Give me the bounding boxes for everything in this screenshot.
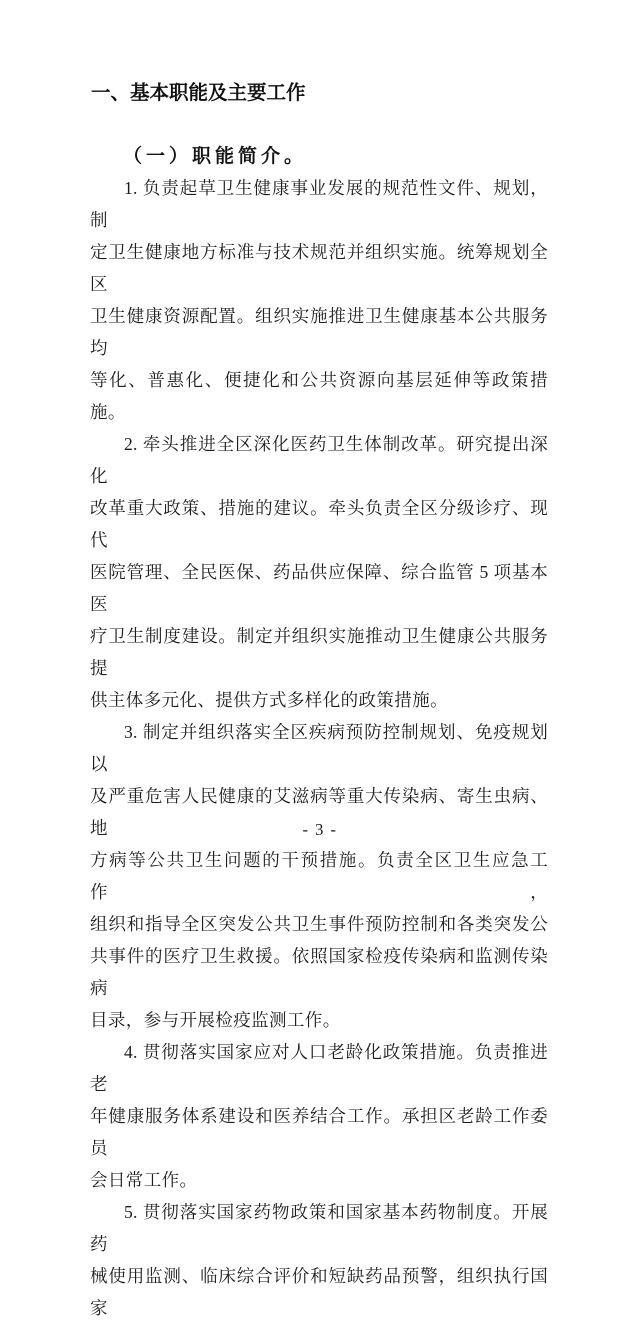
text-line: 及严重危害人民健康的艾滋病等重大传染病、寄生虫病、地 (90, 786, 548, 838)
text-line: 医院管理、全民医保、药品供应保障、综合监管 5 项基本医 (90, 562, 548, 614)
text-line: 改革重大政策、措施的建议。牵头负责全区分级诊疗、现代 (90, 498, 548, 550)
document-body (90, 172, 548, 1324)
section-heading: 一、基本职能及主要工作 (91, 82, 306, 104)
text-line: 共事件的医疗卫生救援。依照国家检疫传染病和监测传染病 (90, 946, 548, 998)
text-line: 1. 负责起草卫生健康事业发展的规范性文件、规划，制 (90, 178, 548, 230)
text-line: 2. 牵头推进全区深化医药卫生体制改革。研究提出深化 (90, 434, 548, 486)
text-line: 年健康服务体系建设和医养结合工作。承担区老龄工作委员 (90, 1106, 548, 1158)
text-line: 组织和指导全区突发公共卫生事件预防控制和各类突发公 (90, 914, 548, 934)
paragraph-2 (90, 428, 548, 716)
text-line: 3. 制定并组织落实全区疾病预防控制规划、免疫规划以 (90, 722, 548, 774)
subsection-heading: （一）职能简介。 (123, 146, 308, 167)
text-line: 4. 贯彻落实国家应对人口老龄化政策措施。负责推进老 (90, 1042, 548, 1094)
paragraph-4 (90, 1036, 548, 1196)
text-line: 目录，参与开展检疫监测工作。 (90, 1010, 341, 1030)
paragraph-3 (90, 716, 548, 1036)
paragraph-1 (90, 172, 548, 428)
text-line: 会日常工作。 (90, 1170, 198, 1190)
paragraph-5 (90, 1196, 548, 1324)
text-line: 供主体多元化、提供方式多样化的政策措施。 (90, 690, 448, 710)
text-line: 等化、普惠化、便捷化和公共资源向基层延伸等政策措施。 (90, 370, 548, 422)
text-line: 疗卫生制度建设。制定并组织实施推动卫生健康公共服务提 (90, 626, 548, 678)
page-number: - 3 - (302, 820, 338, 839)
text-line: 方病等公共卫生问题的干预措施。负责全区卫生应急工作， (90, 850, 548, 902)
text-line: 械使用监测、临床综合评价和短缺药品预警，组织执行国家 (90, 1266, 548, 1318)
text-line: 卫生健康资源配置。组织实施推进卫生健康基本公共服务均 (90, 306, 548, 358)
text-line: 5. 贯彻落实国家药物政策和国家基本药物制度。开展药 (90, 1202, 548, 1254)
text-line: 定卫生健康地方标准与技术规范并组织实施。统筹规划全区 (90, 242, 548, 294)
